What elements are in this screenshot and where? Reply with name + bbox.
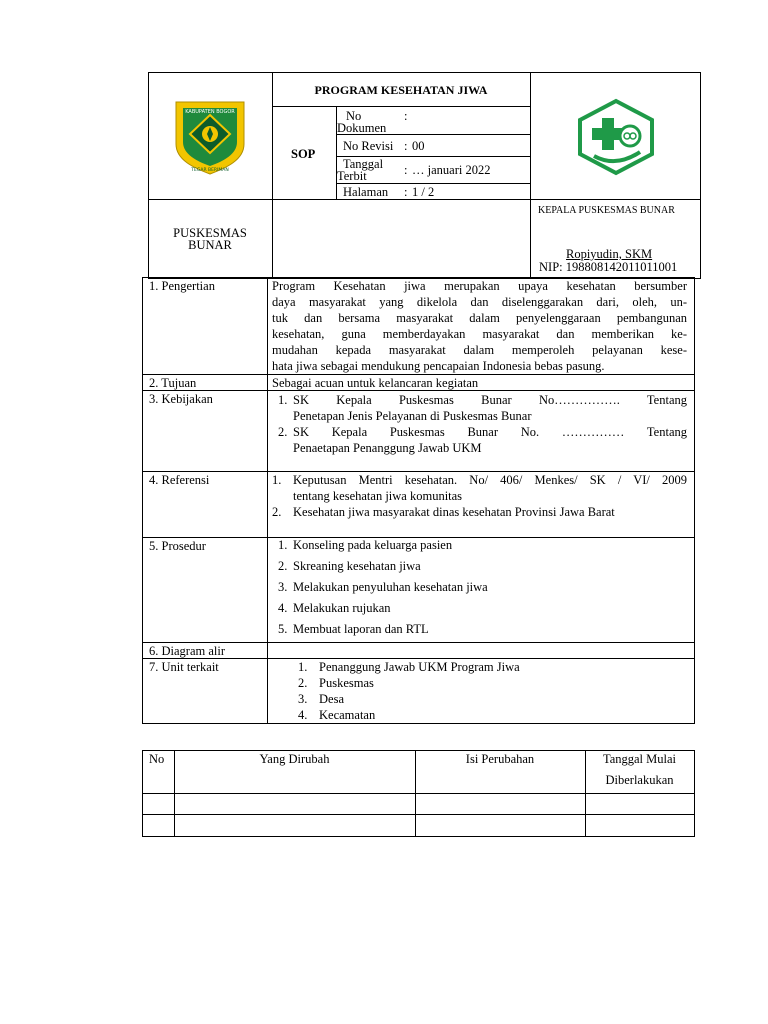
revision-header-no: No	[149, 752, 165, 766]
prosedur-step: Membuat laporan dan RTL	[293, 622, 429, 636]
field-no-revisi-sep: :	[404, 139, 408, 153]
referensi-line: Kesehatan jiwa masyarakat dinas kesehatan Provinsi Jawa Barat	[293, 505, 615, 519]
kebijakan-line: Penaetapan Penanggung Jawab UKM	[293, 441, 482, 455]
tujuan-text: Sebagai acuan untuk kelancaran kegiatan	[272, 376, 479, 390]
section-unit-label: 7. Unit terkait	[149, 660, 219, 674]
prosedur-step: Melakukan rujukan	[293, 601, 391, 615]
kebijakan-num: 2.	[278, 425, 288, 439]
prosedur-num: 3.	[278, 580, 288, 594]
revision-header-yang-dirubah: Yang Dirubah	[259, 752, 330, 766]
field-halaman-label: Halaman	[343, 185, 389, 199]
field-no-dokumen-label-2: Dokumen	[337, 121, 387, 135]
signer-name: Ropiyudin, SKM	[566, 247, 653, 261]
kebijakan-line: Penetapan Jenis Pelayanan di Puskesmas Bunar	[293, 409, 532, 423]
referensi-line: Keputusan Mentri kesehatan. No/ 406/ Menkes/ SK / VI/ 2009	[293, 473, 687, 487]
unit-item: Puskesmas	[319, 676, 374, 690]
unit-item: Desa	[319, 692, 344, 706]
kebijakan-num: 1.	[278, 393, 288, 407]
signer-title: KEPALA PUSKESMAS BUNAR	[538, 205, 675, 216]
row-divider	[142, 390, 694, 391]
referensi-num: 1.	[272, 473, 282, 487]
section-referensi-label: 4. Referensi	[149, 473, 210, 487]
header-divider	[336, 106, 337, 199]
prosedur-num: 5.	[278, 622, 288, 636]
field-tanggal-label: Tanggal	[343, 157, 384, 171]
prosedur-num: 2.	[278, 559, 288, 573]
revision-header-tanggal: Tanggal Mulai	[602, 752, 677, 766]
prosedur-step: Melakukan penyuluhan kesehatan jiwa	[293, 580, 488, 594]
document-title: PROGRAM KESEHATAN JIWA	[314, 83, 488, 97]
section-diagram-label: 6. Diagram alir	[149, 644, 226, 658]
prosedur-step: Skreaning kesehatan jiwa	[293, 559, 421, 573]
field-no-revisi-label: No Revisi	[343, 139, 394, 153]
field-tanggal-label-2: Terbit	[337, 169, 367, 183]
svg-text:KABUPATEN BOGOR: KABUPATEN BOGOR	[185, 109, 235, 115]
field-halaman-sep: :	[404, 185, 408, 199]
section-kebijakan-label: 3. Kebijakan	[149, 392, 213, 406]
header-divider	[530, 72, 531, 278]
sop-label: SOP	[291, 147, 316, 161]
pengertian-line: Program Kesehatan jiwa merupakan upaya kesehatan bersumber	[272, 279, 687, 293]
header-divider	[336, 183, 530, 184]
row-divider	[142, 658, 694, 659]
unit-num: 3.	[298, 692, 308, 706]
table-row	[142, 794, 694, 814]
unit-num: 1.	[298, 660, 308, 674]
prosedur-step: Konseling pada keluarga pasien	[293, 538, 453, 552]
unit-item: Kecamatan	[319, 708, 376, 722]
pengertian-line: hata jiwa sebagai mendukung pencapaian Indonesia bebas pasung.	[272, 359, 605, 373]
pengertian-line: tuk dan bersama masyarakat dalam penyelenggaraan pembangunan	[272, 311, 687, 325]
unit-item: Penanggung Jawab UKM Program Jiwa	[319, 660, 520, 674]
field-no-dokumen-sep: :	[404, 109, 408, 123]
puskesmas-logo	[574, 98, 658, 176]
revision-header-tanggal-2: Diberlakukan	[605, 773, 674, 787]
header-divider	[148, 199, 700, 200]
row-divider	[142, 471, 694, 472]
row-divider	[142, 642, 694, 643]
kebijakan-line: SK Kepala Puskesmas Bunar No. …………… Tentang	[293, 425, 687, 439]
section-tujuan-label: 2. Tujuan	[149, 376, 197, 390]
field-tanggal-sep: :	[404, 163, 408, 177]
section-prosedur-label: 5. Prosedur	[149, 539, 206, 553]
body-divider	[267, 277, 268, 723]
pengertian-line: kesehatan, guna memberdayakan masyarakat dan memberikan ke-	[272, 327, 687, 341]
table-row	[142, 815, 694, 835]
prosedur-num: 4.	[278, 601, 288, 615]
header-divider	[272, 106, 530, 107]
field-halaman-value: 1 / 2	[412, 185, 435, 199]
pengertian-line: daya masyarakat yang dikelola dan diselenggarakan dari, oleh, un-	[272, 295, 687, 309]
signer-nip: NIP: 198808142011011001	[539, 260, 678, 274]
unit-num: 2.	[298, 676, 308, 690]
org-name-2: BUNAR	[188, 238, 232, 252]
referensi-num: 2.	[272, 505, 282, 519]
revision-header-isi-perubahan: Isi Perubahan	[465, 752, 535, 766]
referensi-line: tentang kesehatan jiwa komunitas	[293, 489, 463, 503]
pengertian-line: mudahan kepada masyarakat dalam memperoleh pelayanan kese-	[272, 343, 687, 357]
unit-num: 4.	[298, 708, 308, 722]
header-divider	[272, 72, 273, 278]
svg-text:TEGAR BERIMAN: TEGAR BERIMAN	[191, 168, 229, 173]
kabupaten-logo	[172, 98, 248, 176]
field-tanggal-value: … januari 2022	[412, 163, 491, 177]
row-divider	[142, 374, 694, 375]
field-no-revisi-value: 00	[412, 139, 425, 153]
section-pengertian-label: 1. Pengertian	[149, 279, 215, 293]
kebijakan-line: SK Kepala Puskesmas Bunar No……………. Tentang	[293, 393, 687, 407]
prosedur-num: 1.	[278, 538, 288, 552]
org-name: PUSKESMAS	[173, 226, 247, 240]
field-no-dokumen-label: No	[346, 109, 362, 123]
